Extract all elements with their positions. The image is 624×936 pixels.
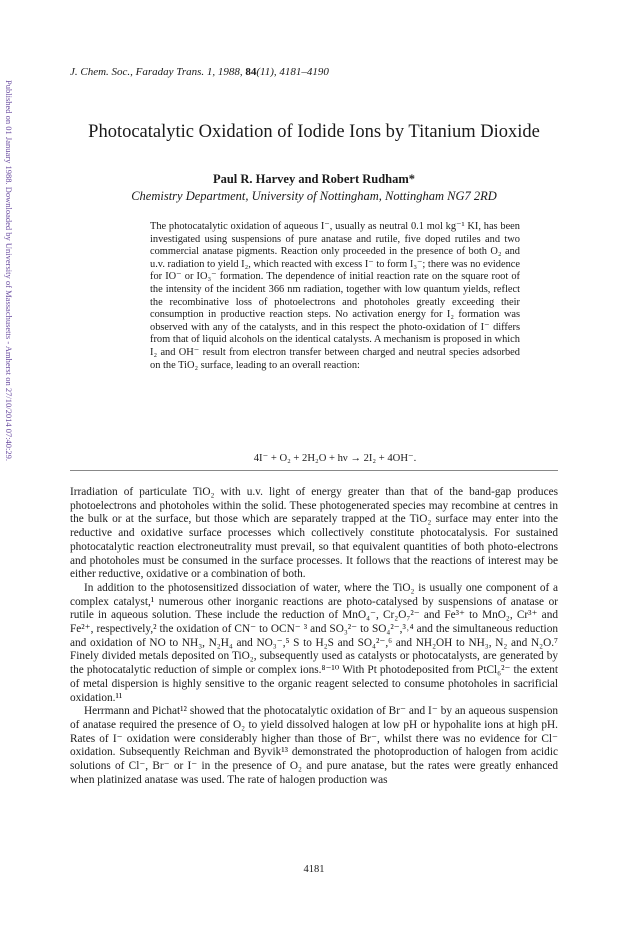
paper-title: Photocatalytic Oxidation of Iodide Ions by Titanium Dioxide [88,122,540,142]
paper-affiliation: Chemistry Department, University of Nottingham, Nottingham NG7 2RD [131,189,497,203]
body-paragraph: In addition to the photosensitized dissociation of water, where the TiO₂ is usually one component of a complex catalyst,¹ numerous other inorganic reactions are photo-catalysed by suspensions of anatase or rutile in aqueous solution. These include the reduction of MnO₄⁻, Cr₂O₇²⁻ and Fe³⁺ to MnO₂, Cr³⁺ and Fe²⁺, respectively,² the oxidation of CN⁻ to OCN⁻ ³ and SO₃²⁻ to SO₄²⁻,³˒⁴ and the simultaneous reduction and oxidation of NO to NH₃, N₂H₄ and NO₃⁻,⁵ S to H₂S and SO₄²⁻,⁶ and NH₂OH to NH₃, N₂ and N₂O.⁷ Finely divided metals deposited on TiO₂, subsequently used as catalysts or photocatalysts, are generated by the photocatalytic reduction of simple or complex ions.⁸⁻¹⁰ With Pt photodeposited from PtCl₆²⁻ the extent of metal dispersion is highly sensitive to the organic reagent selected to consume photoholes in sacrificial oxidation.¹¹ [70,581,558,704]
journal-volume: 84 [245,66,257,78]
section-divider [70,470,558,471]
journal-issue-pages: (11), 4181–4190 [256,66,329,78]
body-paragraph: Herrmann and Pichat¹² showed that the photocatalytic oxidation of Br⁻ and I⁻ by an aqueous suspension of anatase required the presence of O₂ to yield dissolved halogen at low pH or hypohalite ions at high pH. Rates of I⁻ oxidation were considerably higher than those of Br⁻, whilst there was no evidence for Cl⁻ oxidation. Subsequently Reichman and Byvik¹³ demonstrated the photoproduction of halogen from acidic solutions of Cl⁻, Br⁻ or I⁻ in the presence of O₂ and pure anatase, but the rates were greatly enhanced when platinized anatase was used. The rate of halogen production was [70,705,558,786]
abstract: The photocatalytic oxidation of aqueous I⁻, usually as neutral 0.1 mol kg⁻¹ KI, has been investigated using suspensions of pure anatase and rutile, five doped rutiles and two commercial anatase pigments. Reaction only proceeded in the presence of both O₂ and u.v. radiation to yield I₂, which reacted with excess I⁻ to form I₃⁻; there was no evidence for IO⁻ or IO₃⁻ formation. The dependence of initial reaction rate on the square root of the intensity of the incident 366 nm radiation, together with low quantum yields, reflect the recombinative loss of photoelectrons and photoholes greatly exceeding their consumption in productive reaction steps. No activation energy for I₂ formation was observed with any of the catalysts, and in this respect the photo-oxidation of I⁻ differs from that of liquid alcohols on the identical catalysts. A mechanism is proposed in which I₂ and OH⁻ result from electron transfer between charged and neutral species adsorbed on the TiO₂ surface, leading to an overall reaction: [150,221,520,371]
download-watermark-text: Published on 01 January 1988. Downloaded by University of Massachusetts - Amherst on 27/10/2014 07:40:29. [4,80,14,462]
paper-authors: Paul R. Harvey and Robert Rudham* [212,172,416,186]
journal-name: J. Chem. Soc., Faraday Trans. 1, [70,66,216,78]
page-number: 4181 [303,864,325,875]
body-text [70,486,558,787]
overall-reaction-equation: 4I⁻ + O₂ + 2H₂O + hν → 2I₂ + 4OH⁻. [253,453,417,464]
journal-citation [70,66,329,78]
journal-year: 1988, [217,66,243,78]
body-paragraph: Irradiation of particulate TiO₂ with u.v. light of energy greater than that of the band-gap produces photoelectrons and photoholes within the solid. These photogenerated species may recombine at centres in the bulk or at the surface, but those which are separately trapped at the TiO₂ surface may enter into the reductive and oxidative surface processes which collectively constitute photocatalysis. For sustained photocatalytic reaction electroneutrality must prevail, so that equivalent quantities of both photo-electrons and photoholes must be consumed in the surface processes. It follows that the reactions of interest may be either reductive, oxidative or a combination of both. [70,486,558,581]
download-watermark [2,80,16,640]
